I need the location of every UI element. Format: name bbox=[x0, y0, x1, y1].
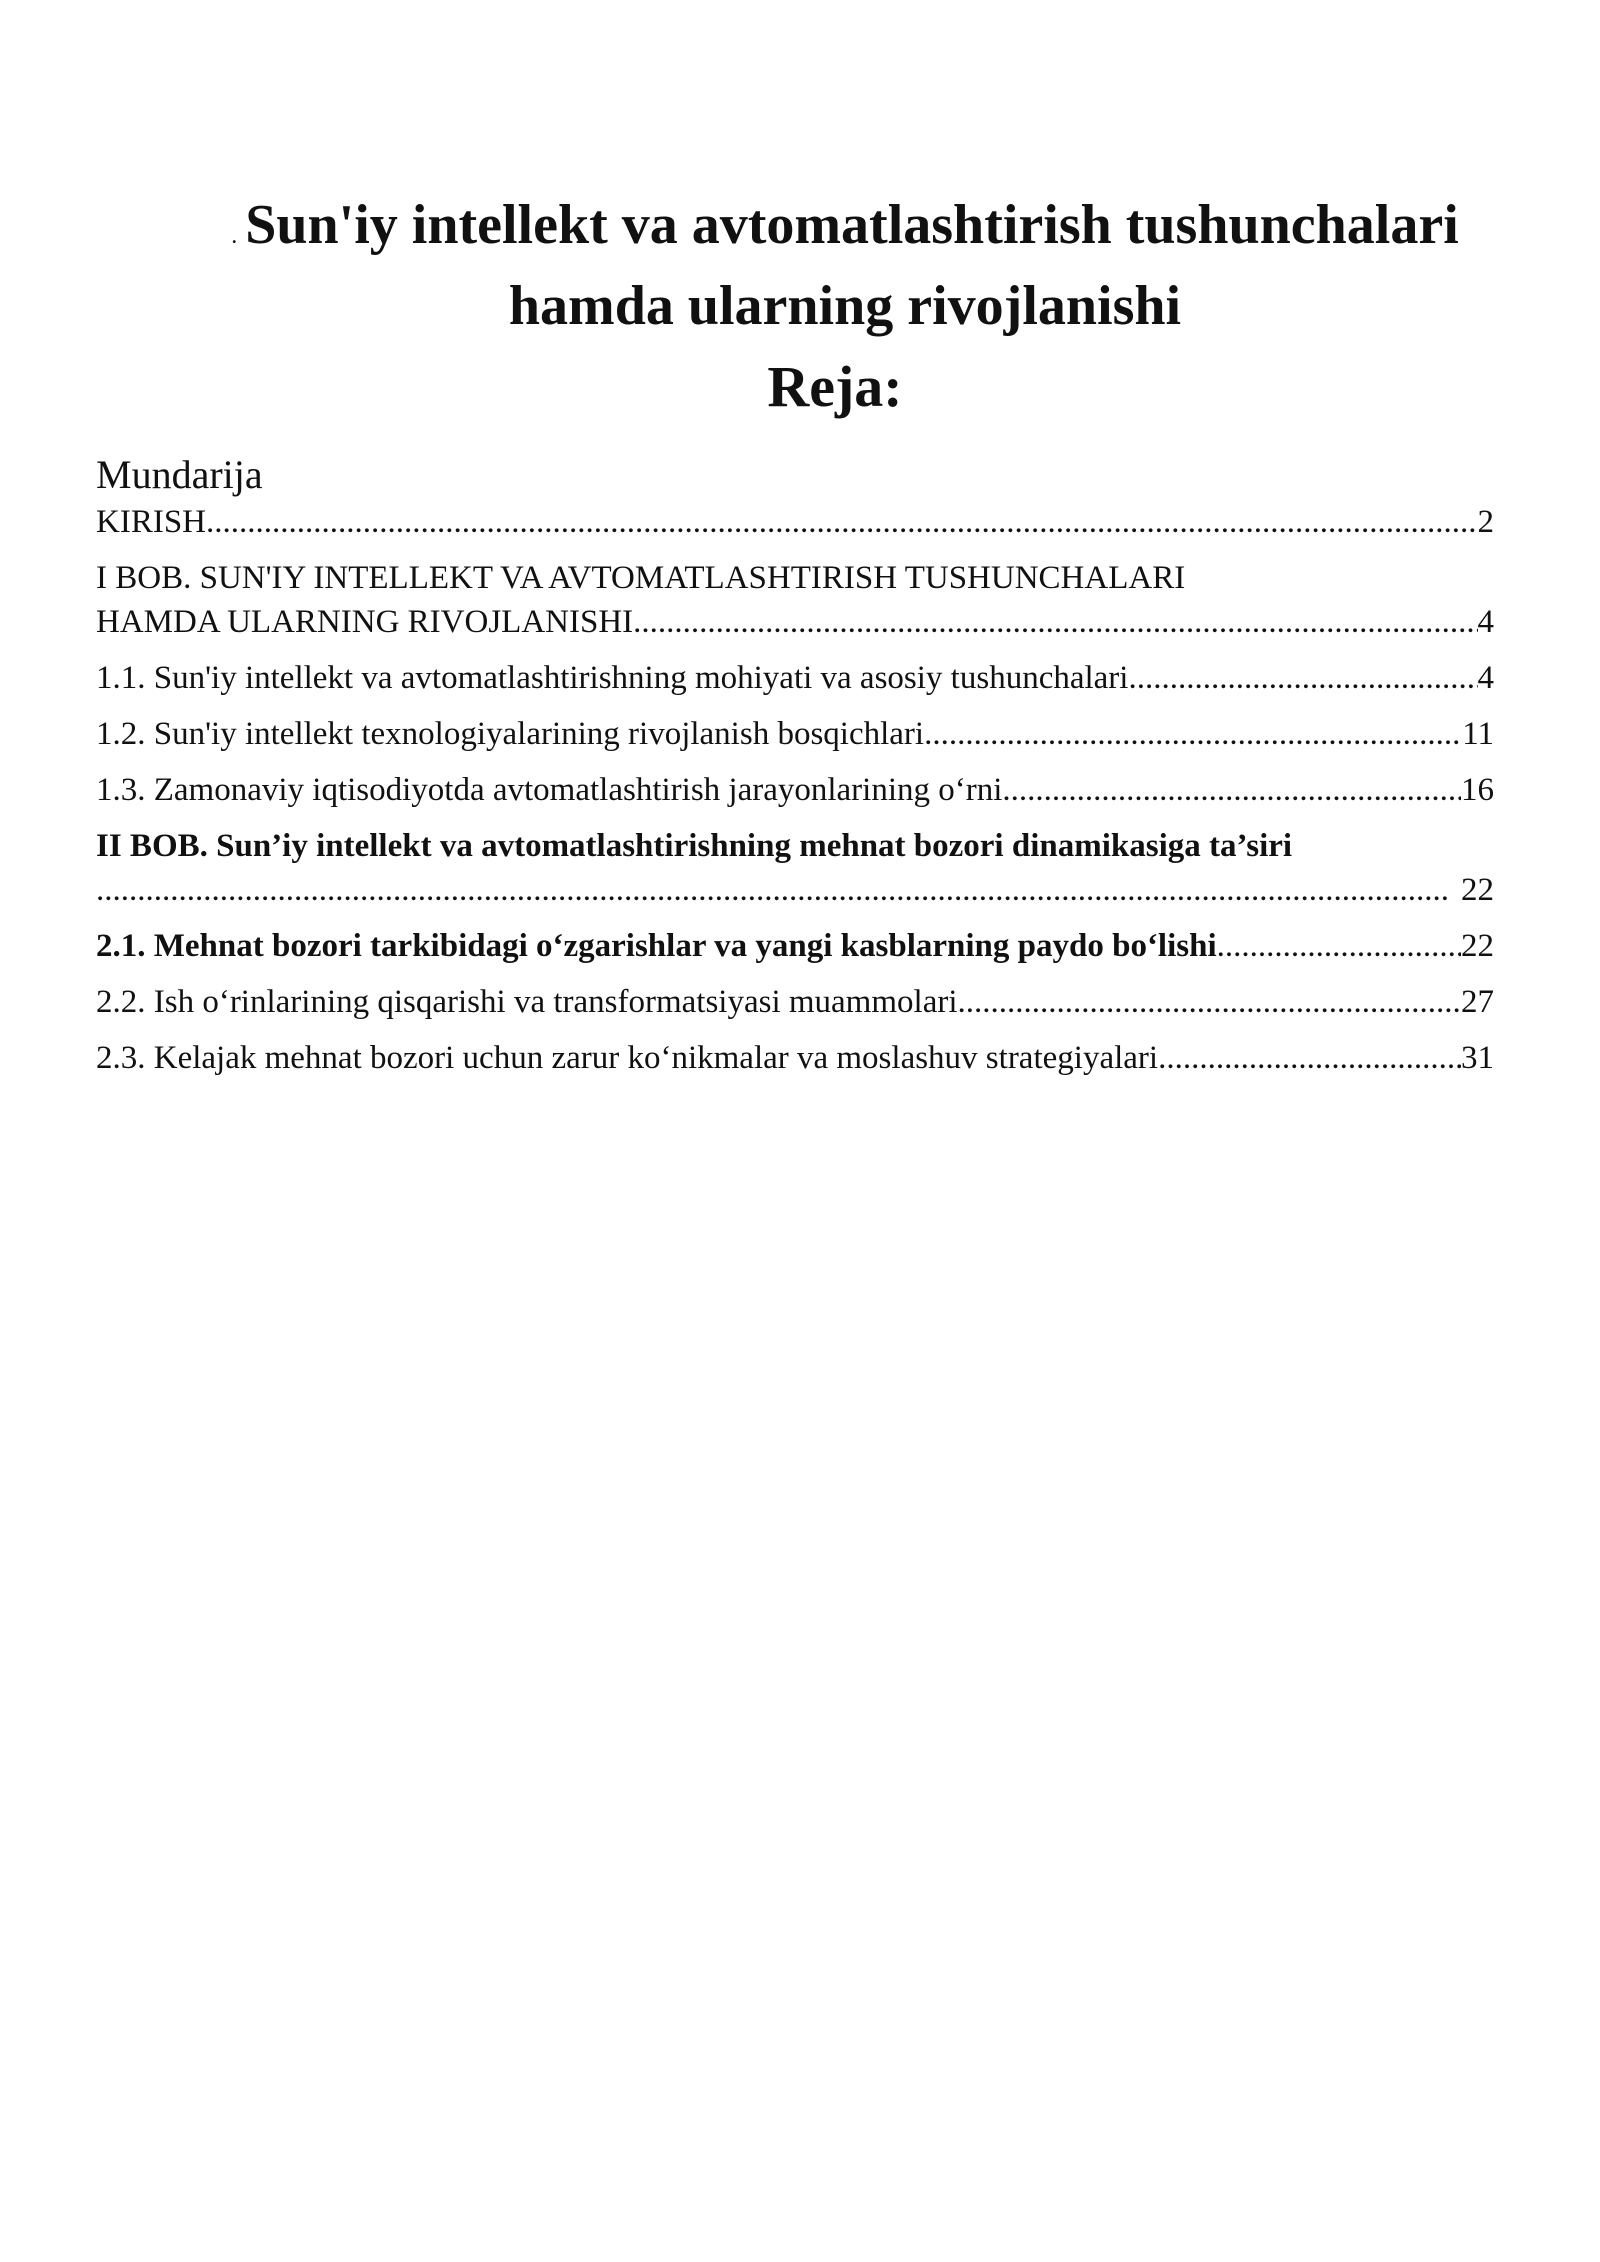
dot-leader bbox=[1128, 656, 1477, 700]
toc-entry-2-3[interactable] bbox=[96, 1036, 1494, 1080]
dot-leader bbox=[1217, 924, 1461, 968]
toc-entry-label-line-2: HAMDA ULARNING RIVOJLANISHI bbox=[96, 604, 634, 640]
toc-entry-2-1[interactable] bbox=[96, 924, 1494, 968]
toc-entry-1-3[interactable] bbox=[96, 768, 1494, 812]
toc-entry-label: 2.2. Ish o‘rinlarining qisqarishi va transformatsiyasi muammolari bbox=[96, 984, 958, 1020]
dot-leader bbox=[958, 980, 1462, 1024]
dot-leader bbox=[1158, 1036, 1461, 1080]
toc-entry-chapter-1[interactable] bbox=[96, 556, 1494, 644]
toc-entry-label: KIRISH bbox=[96, 504, 207, 540]
toc-entry-label: 1.2. Sun'iy intellekt texnologiyalarining rivojlanish bosqichlari bbox=[96, 716, 925, 752]
toc-entry-page: 22 bbox=[1461, 928, 1494, 964]
toc-entry-2-2[interactable] bbox=[96, 980, 1494, 1024]
toc-entry-kirish[interactable] bbox=[96, 500, 1494, 544]
toc-entry-chapter-2[interactable] bbox=[96, 824, 1494, 912]
toc-entry-1-1[interactable] bbox=[96, 656, 1494, 700]
toc-heading: Mundarija bbox=[96, 452, 263, 497]
toc-entry-page: 22 bbox=[1461, 872, 1494, 908]
toc-entry-label: 2.3. Kelajak mehnat bozori uchun zarur ko‘nikmalar va moslashuv strategiyalari bbox=[96, 1040, 1159, 1076]
dot-leader bbox=[96, 868, 1451, 912]
toc-entry-page: 2 bbox=[1477, 504, 1494, 540]
plan-heading: Reja: bbox=[767, 354, 903, 419]
toc-entry-label: 1.1. Sun'iy intellekt va avtomatlashtirishning mohiyati va asosiy tushunchalari bbox=[96, 660, 1129, 696]
dot-leader bbox=[1002, 768, 1461, 812]
toc-entry-page: 31 bbox=[1461, 1040, 1494, 1076]
toc-entry-label-line-1: I BOB. SUN'IY INTELLEKT VA AVTOMATLASHTIRISH TUSHUNCHALARI bbox=[96, 560, 1186, 596]
toc-entry-label: 2.1. Mehnat bozori tarkibidagi o‘zgarishlar va yangi kasblarning paydo bo‘lishi bbox=[96, 928, 1217, 964]
dot-leader bbox=[206, 500, 1477, 544]
document-title bbox=[180, 190, 1510, 341]
toc-entry-label: II BOB. Sun’iy intellekt va avtomatlashtirishning mehnat bozori dinamikasiga ta’siri bbox=[96, 828, 1293, 864]
dot-leader bbox=[633, 600, 1477, 644]
toc-entry-page: 4 bbox=[1477, 604, 1494, 640]
toc-entry-page: 27 bbox=[1461, 984, 1494, 1020]
toc-entry-label: 1.3. Zamonaviy iqtisodiyotda avtomatlashtirish jarayonlarining o‘rni bbox=[96, 772, 1003, 808]
toc-entry-1-2[interactable] bbox=[96, 712, 1494, 756]
title-line-1: Sun'iy intellekt va avtomatlashtirish tushunchalari bbox=[245, 194, 1459, 256]
toc-entry-page: 4 bbox=[1477, 660, 1494, 696]
dot-leader bbox=[924, 712, 1462, 756]
title-dot: . bbox=[231, 223, 238, 249]
table-of-contents bbox=[96, 450, 1494, 1080]
title-line-2: hamda ularning rivojlanishi bbox=[508, 275, 1182, 337]
toc-entry-page: 11 bbox=[1462, 716, 1494, 752]
toc-entry-page: 16 bbox=[1461, 772, 1494, 808]
